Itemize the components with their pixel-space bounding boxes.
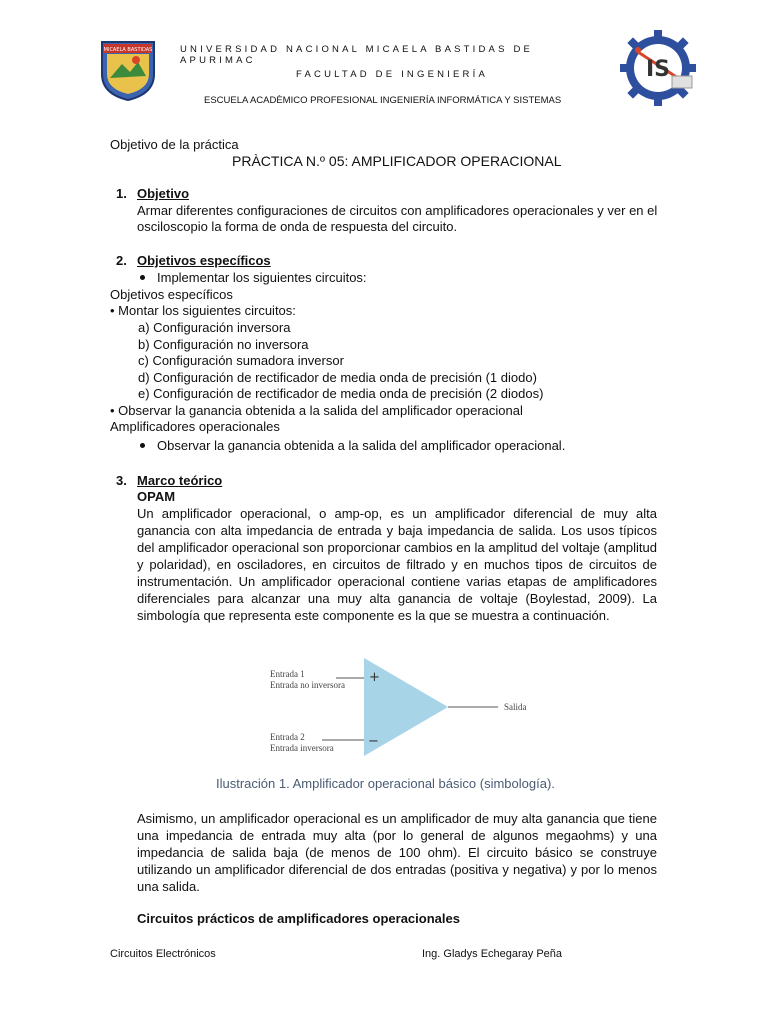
plus-sign: + <box>369 670 380 685</box>
section-3-heading: Marco teórico <box>137 473 223 488</box>
practical-heading: Circuitos prácticos de amplificadores operacionales <box>137 911 460 926</box>
university-name: UNIVERSIDAD NACIONAL MICAELA BASTIDAS DE APURIMAC <box>180 44 534 66</box>
bullet-icon <box>140 275 145 280</box>
opamp-figure <box>268 656 540 760</box>
plain-amps: Amplificadores operacionales <box>110 419 280 434</box>
school-logo <box>612 28 704 108</box>
figure-caption: Ilustración 1. Amplificador operacional básico (simbología). <box>216 776 555 791</box>
university-logo <box>98 38 158 102</box>
section-2-bullet-1: Implementar los siguientes circuitos: <box>140 270 367 286</box>
section-1-line2: osciloscopio la forma de onda de respuesta del circuito. <box>137 219 458 234</box>
faculty-name: FACULTAD DE INGENIERÍA <box>296 69 488 80</box>
output-label: Salida <box>504 702 527 712</box>
list-item-d: d) Configuración de rectificador de media onda de precisión (1 diodo) <box>138 370 537 385</box>
section-1-line1: Armar diferentes configuraciones de circuitos con amplificadores operacionales y ver en el <box>137 203 658 218</box>
input-1-label: Entrada 1 <box>270 669 305 679</box>
section-2-heading: Objetivos específicos <box>137 253 271 268</box>
footer-course: Circuitos Electrónicos <box>110 948 216 960</box>
section-3-number: 3. <box>116 473 127 488</box>
plain-heading: Objetivos específicos <box>110 287 233 302</box>
page-title: PRÀCTICA N.º 05: AMPLIFICADOR OPERACIONAL <box>232 153 562 169</box>
left-logo-text: MICAELA BASTIDAS <box>103 47 153 53</box>
right-logo-text: IS <box>645 57 671 82</box>
theory-paragraph-2: Asimismo, un amplificador operacional es un amplificador de muy alta ganancia que tiene una impedancia de entrada muy alta (por lo general de algunos megaohms) y una impedancia de salida baja (de menos de 100 ohm). El circuito básico se construye utilizando un amplificador diferencial de dos entradas (positiva y negativa) y por lo menos una salida. <box>137 811 657 894</box>
opam-subheading: OPAM <box>137 489 176 504</box>
school-name: ESCUELA ACADÈMICO PROFESIONAL INGENIERÍA INFORMÁTICA Y SISTEMAS <box>204 95 562 106</box>
section-1-heading: Objetivo <box>137 186 190 201</box>
section-2-number: 2. <box>116 253 127 268</box>
input-2-sublabel: Entrada inversora <box>270 743 334 753</box>
bullet-icon <box>140 443 145 448</box>
plain-observe: • Observar la ganancia obtenida a la salida del amplificador operacional <box>110 403 523 418</box>
section-1-number: 1. <box>116 186 127 201</box>
list-item-e: e) Configuración de rectificador de media onda de precisión (2 diodos) <box>138 386 544 401</box>
section-2-bullet-2: Observar la ganancia obtenida a la salida del amplificador operacional. <box>140 438 565 454</box>
minus-sign: − <box>368 734 379 749</box>
plain-bullet: • Montar los siguientes circuitos: <box>110 303 296 318</box>
footer-author: Ing. Gladys Echegaray Peña <box>422 948 563 960</box>
input-2-label: Entrada 2 <box>270 732 305 742</box>
list-item-a: a) Configuración inversora <box>138 320 291 335</box>
list-item-c: c) Configuración sumadora inversor <box>138 353 344 368</box>
input-1-sublabel: Entrada no inversora <box>270 680 345 690</box>
objective-label: Objetivo de la práctica <box>110 137 239 152</box>
theory-paragraph-1: Un amplificador operacional, o amp-op, es un amplificador diferencial de muy alta ganancia con alta impedancia de entrada y baja impedancia de salida. Los usos típicos del amplificador operacional son proporcionar cambios en la amplitud del voltaje (amplitud y polaridad), en osciladores, en circuitos de filtrado y en muchos tipos de circuitos de instrumentación. Un amplificador operacional contiene varias etapas de amplificadores diferenciales para alcanzar una muy alta ganancia de voltaje (Boylestad, 2009). La simbología que representa este componente es la que se muestra a continuación. <box>137 506 657 623</box>
list-item-b: b) Configuración no inversora <box>138 337 309 352</box>
